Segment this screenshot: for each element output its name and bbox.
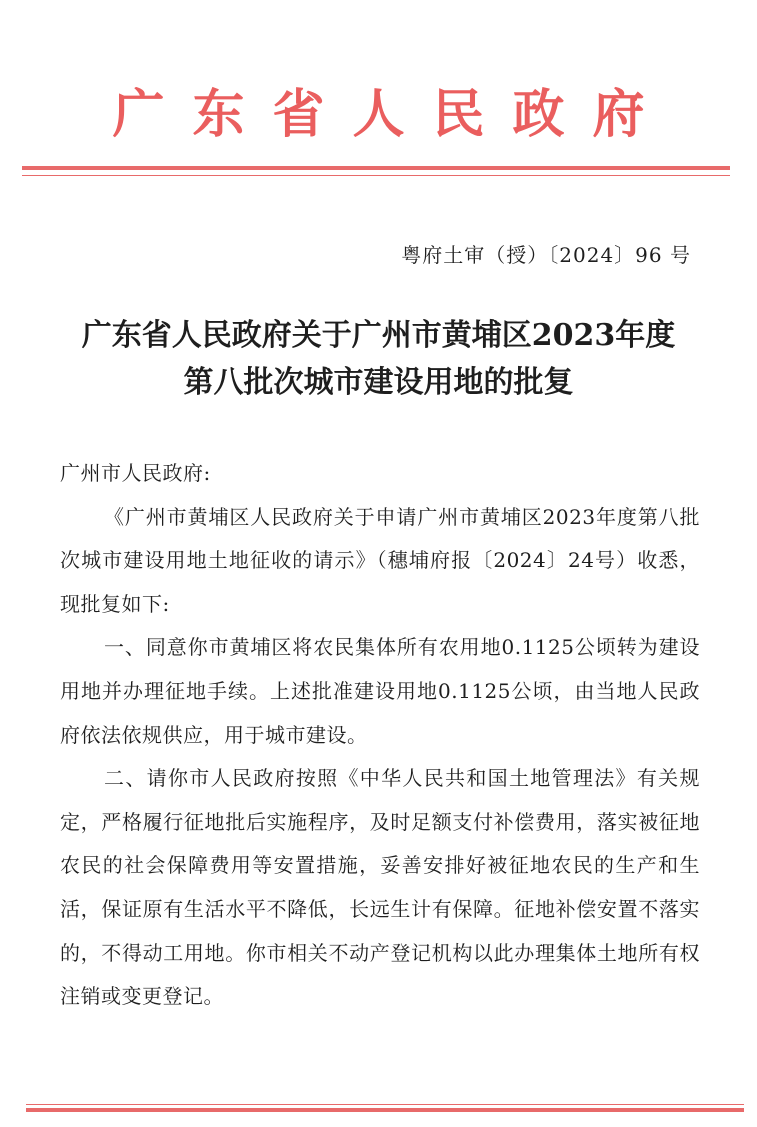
- masthead-char: 民: [432, 85, 485, 145]
- title-line-2: 第八批次城市建设用地的批复: [183, 365, 574, 400]
- body-paragraph-requirements: 二、请你市人民政府按照《中华人民共和国土地管理法》有关规定，严格履行征地批后实施程序，及时足额支付补偿费用，落实被征地农民的社会保障费用等安置措施，妥善安排好被征地农民的生产和生活，保证原有生活水平不降低，长远生计有保障。征地补偿安置不落实的，不得动工用地。你市相关不动产登记机构以此办理集体土地所有权注销或变更登记。: [60, 766, 700, 1009]
- footer-divider-thick: [26, 1108, 744, 1112]
- salutation: 广州市人民政府:: [60, 461, 211, 485]
- title-line-1: 广东省人民政府关于广州市黄埔区2023年度: [81, 318, 676, 353]
- masthead-title: [0, 80, 757, 150]
- body-paragraph-request: 《广州市黄埔区人民政府关于申请广州市黄埔区2023年度第八批次城市建设用地土地征收的请示》（穗埔府报〔2024〕24号）收悉，现批复如下:: [60, 504, 700, 616]
- header-divider-thick: [22, 166, 730, 170]
- masthead-char: 广: [112, 85, 165, 145]
- masthead-char: 政: [512, 85, 565, 145]
- body-paragraph-approval: 一、同意你市黄埔区将农民集体所有农用地0.1125公顷转为建设用地并办理征地手续。上述批准建设用地0.1125公顷，由当地人民政府依法依规供应，用于城市建设。: [60, 635, 700, 747]
- document-body: [60, 452, 700, 1019]
- document-number: 粤府土审（授）〔2024〕96 号: [401, 243, 691, 267]
- footer-divider-thin: [26, 1104, 744, 1105]
- header-divider-thin: [22, 175, 730, 176]
- document-title: [0, 312, 757, 406]
- masthead-char: 东: [192, 85, 245, 145]
- masthead-char: 府: [592, 85, 645, 145]
- masthead-char: 省: [272, 85, 325, 145]
- masthead-char: 人: [352, 85, 405, 145]
